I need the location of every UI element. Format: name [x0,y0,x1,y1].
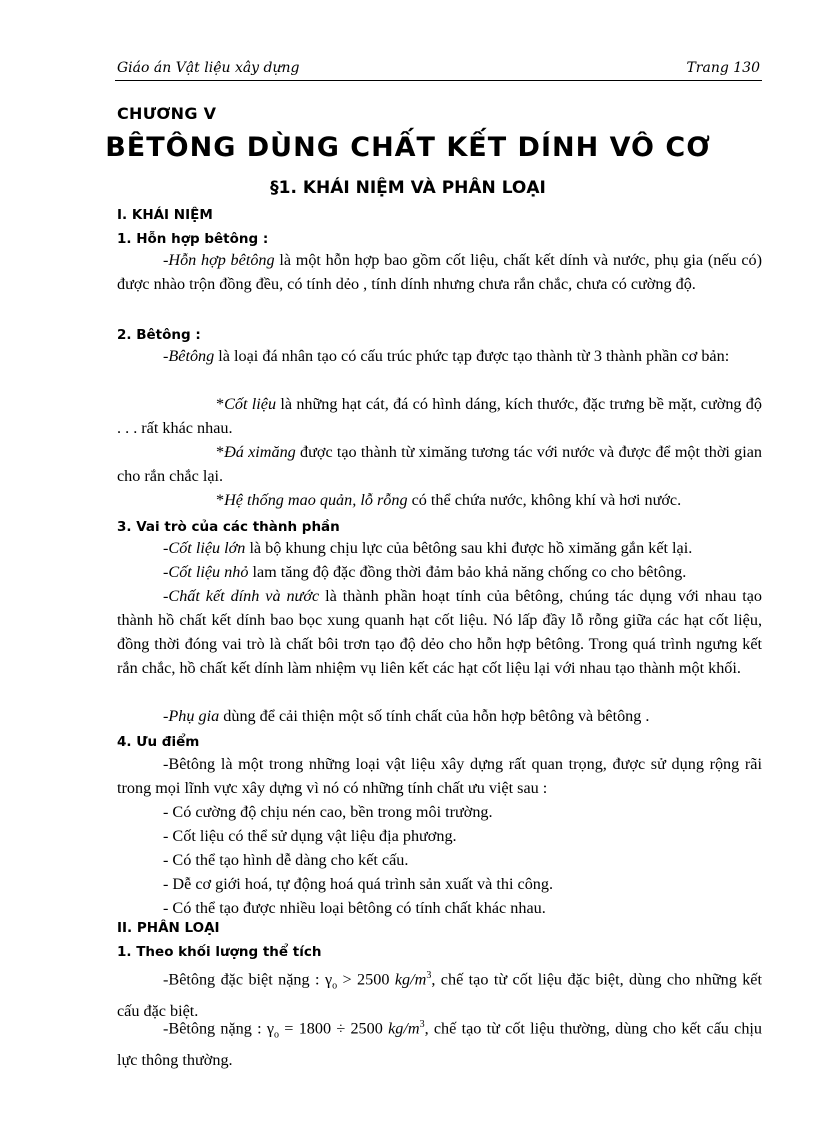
bullet-cot-lieu: *Cốt liệu là những hạt cát, đá có hình dáng, kích thước, đặc trưng bề mặt, cường độ . . . rất khác nhau. [117,395,762,437]
text: là bộ khung chịu lực của bêtông sau khi được hồ ximăng gắn kết lại. [245,539,693,557]
heading-theo-khoi-luong: 1. Theo khối lượng thể tích [117,944,322,960]
text: > 2500 [337,970,395,989]
heading-hon-hop-betong: 1. Hỗn hợp bêtông : [117,231,269,247]
text: , chế tạo từ cốt liệu thường, dùng cho kết cấu chịu lực thông thường. [117,1019,762,1069]
list-item: - Dễ cơ giới hoá, tự động hoá quá trình sản xuất và thi công. [163,875,554,893]
term: Hệ thống mao quản, lỗ rỗng [224,491,408,509]
term: Bêtông [168,347,215,365]
paragraph-uu-diem: -Bêtông là một trong những loại vật liệu xây dựng rất quan trọng, được sử dụng rộng rãi trong mọi lĩnh vực xây dựng vì nó có những tính chất ưu việt sau : [117,755,762,797]
chapter-title: BÊTÔNG DÙNG CHẤT KẾT DÍNH VÔ CƠ [105,132,711,163]
bullet-da-ximang: *Đá ximăng được tạo thành từ ximăng tương tác với nước và được để một thời gian cho rắn chắc lại. [117,443,763,485]
term: Cốt liệu nhỏ [168,563,249,581]
subscript: o [274,1029,280,1041]
superscript: 3 [426,970,432,981]
list-item: - Có thể tạo hình dễ dàng cho kết cấu. [163,851,409,869]
term: Hỗn hợp bêtông [168,251,275,269]
paragraph-betong: -Bêtông là loại đá nhân tạo có cấu trúc phức tạp được tạo thành từ 3 thành phần cơ bản: [163,347,730,365]
heading-uu-diem: 4. Ưu điểm [117,734,200,750]
heading-khai-niem: I. KHÁI NIỆM [117,207,213,223]
bullet-mao-quan: *Hệ thống mao quản, lỗ rỗng có thể chứa nước, không khí và hơi nước. [216,491,682,509]
paragraph-chat-ket-dinh: -Chất kết dính và nước là thành phần hoạt tính của bêtông, chúng tác dụng với nhau tạo thành hồ chất kết dính bao bọc xung quanh hạt cốt liệu. Nó lấp đầy lỗ rỗng giữa các hạt cốt liệu, đồng thời đóng vai trò là chất bôi trơn tạo độ dẻo cho hỗn hợp bêtông. Trong quá trình ngưng kết rắn chắc, hồ chất kết dính làm nhiệm vụ liên kết các hạt cốt liệu lại với nhau tạo thành một khối. [117,587,762,677]
term: Cốt liệu lớn [168,539,246,557]
text: , chế tạo từ cốt liệu đặc biệt, dùng cho những kết cấu đặc biệt. [117,970,762,1020]
text: là loại đá nhân tạo có cấu trúc phức tạp được tạo thành từ 3 thành phần cơ bản: [214,347,730,365]
text: -Bêtông đặc biệt nặng : γ [163,970,333,989]
text: lam tăng độ đặc đồng thời đảm bảo khả năng chống co cho bêtông. [248,563,687,581]
header-course-title: Giáo án Vật liệu xây dựng [117,60,300,76]
unit: kg/m [388,1019,420,1038]
heading-betong: 2. Bêtông : [117,327,201,343]
text: dùng để cải thiện một số tính chất của hỗn hợp bêtông và bêtông . [219,707,650,725]
text: có thể chứa nước, không khí và hơi nước. [407,491,682,509]
unit: kg/m [394,970,427,989]
paragraph-cot-lieu-lon: -Cốt liệu lớn là bộ khung chịu lực của bêtông sau khi được hồ ximăng gắn kết lại. [163,539,693,557]
text: là thành phần hoạt tính của bêtông, chúng tác dụng với nhau tạo thành hồ chất kết dính bao bọc xung quanh hạt cốt liệu. Nó lấp đầy lỗ rỗng giữa các hạt cốt liệu, đồng thời đóng vai trò là chất bôi trơn tạo độ dẻo cho hỗn hợp bêtông. Trong quá trình ngưng kết rắn chắc, hồ chất kết dính làm nhiệm vụ liên kết các hạt cốt liệu lại với nhau tạo thành một khối. [117,587,762,677]
term: Chất kết dính và nước [168,587,320,605]
subscript: o [332,980,338,992]
term: Cốt liệu [224,395,277,413]
list-item: - Cốt liệu có thể sử dụng vật liệu địa phương. [163,827,457,845]
text: là những hạt cát, đá có hình dáng, kích thước, đặc trưng bề mặt, cường độ . . . rất khác nhau. [117,395,762,437]
term: Phụ gia [168,707,220,725]
text: được tạo thành từ ximăng tương tác với nước và được để một thời gian cho rắn chắc lại. [117,443,763,485]
list-item: - Có thể tạo được nhiều loại bêtông có tính chất khác nhau. [163,899,546,917]
text: -Bêtông nặng : γ [163,1019,275,1038]
chapter-label: CHƯƠNG V [117,104,217,123]
paragraph-hon-hop-betong: -Hỗn hợp bêtông là một hỗn hợp bao gồm cốt liệu, chất kết dính và nước, phụ gia (nếu có) được nhào trộn đồng đều, có tính dẻo , tính dính nhưng chưa rắn chắc, chưa có cường độ. [117,251,762,293]
list-item: - Có cường độ chịu nén cao, bền trong môi trường. [163,803,493,821]
term: Đá ximăng [224,443,296,461]
superscript: 3 [419,1019,425,1030]
text: = 1800 ÷ 2500 [279,1019,389,1038]
heading-vai-tro: 3. Vai trò của các thành phần [117,519,340,535]
paragraph-betong-nang [117,1013,762,1072]
paragraph-cot-lieu-nho: -Cốt liệu nhỏ lam tăng độ đặc đồng thời đảm bảo khả năng chống co cho bêtông. [163,563,687,581]
running-header [115,60,762,81]
text: là một hỗn hợp bao gồm cốt liệu, chất kết dính và nước, phụ gia (nếu có) được nhào trộn đồng đều, có tính dẻo , tính dính nhưng chưa rắn chắc, chưa có cường độ. [117,251,762,293]
section-title: §1. KHÁI NIỆM VÀ PHÂN LOẠI [270,178,546,198]
heading-phan-loai: II. PHÂN LOẠI [117,920,220,936]
header-page-number: Trang 130 [686,60,760,76]
paragraph-phu-gia: -Phụ gia dùng để cải thiện một số tính chất của hỗn hợp bêtông và bêtông . [163,707,650,725]
